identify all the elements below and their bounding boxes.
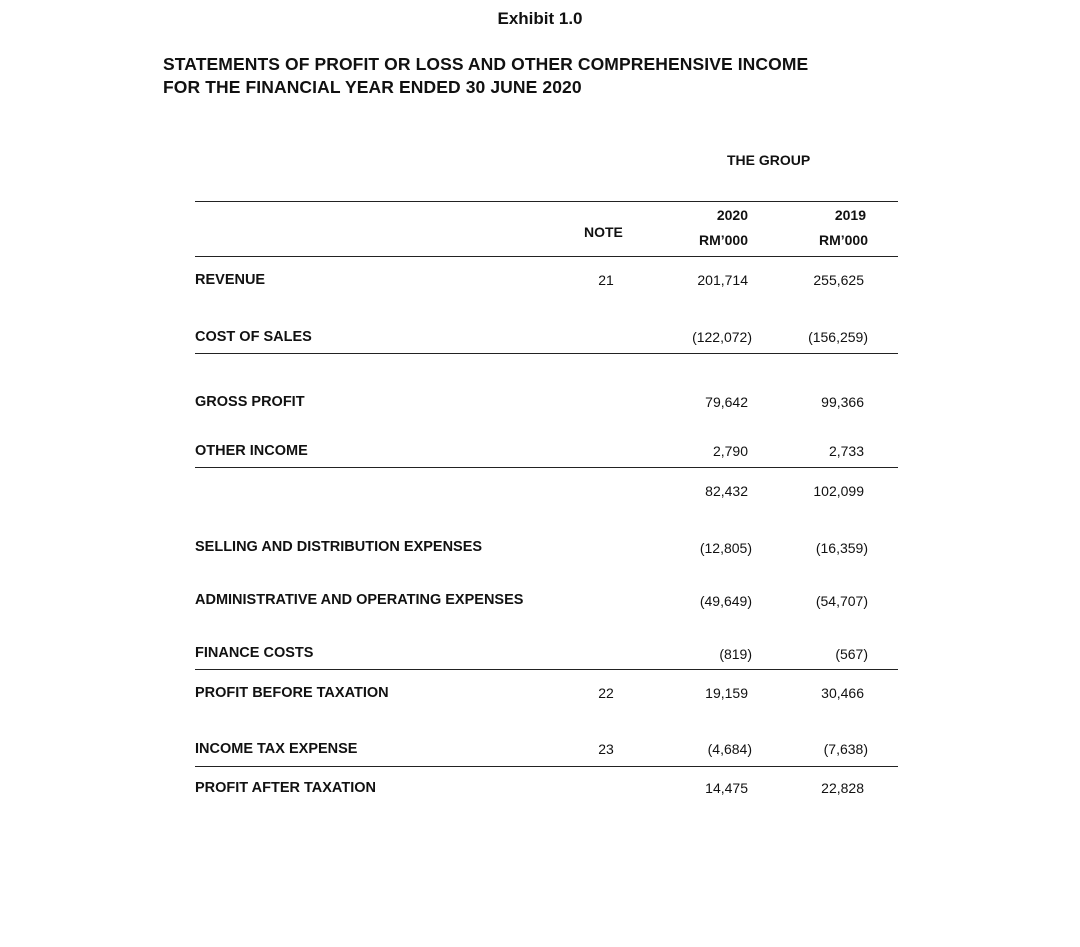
row-2019-cost-of-sales: (156,259) (808, 329, 868, 345)
row-2019-finance-costs: (567) (835, 646, 868, 662)
subtotal-rule (195, 766, 898, 767)
unit-2019-header: RM’000 (818, 232, 868, 248)
row-2019-other-income: 2,733 (828, 443, 864, 459)
row-2020-profit-after-tax: 14,475 (705, 780, 748, 796)
row-2020-cost-of-sales: (122,072) (692, 329, 752, 345)
row-note-income-tax: 23 (598, 741, 614, 757)
row-2019-gross-profit: 99,366 (821, 394, 864, 410)
row-2020-finance-costs: (819) (719, 646, 752, 662)
group-heading: THE GROUP (727, 152, 811, 168)
row-2019-income-tax: (7,638) (823, 741, 868, 757)
header-bottom-rule (195, 256, 898, 257)
row-label-profit-before-tax: PROFIT BEFORE TAXATION (195, 685, 389, 701)
row-label-profit-after-tax: PROFIT AFTER TAXATION (195, 780, 376, 796)
row-2020-income-tax: (4,684) (707, 741, 752, 757)
row-2020-profit-before-tax: 19,159 (705, 685, 748, 701)
year-2019-header: 2019 (834, 207, 866, 223)
exhibit-label: Exhibit 1.0 (497, 9, 583, 28)
row-2020-gross-profit: 79,642 (705, 394, 748, 410)
row-2020-subtotal: 82,432 (705, 483, 748, 499)
statement-title: STATEMENTS OF PROFIT OR LOSS AND OTHER COMPREHENSIVE INCOME (163, 54, 809, 74)
row-note-profit-before-tax: 22 (598, 685, 614, 701)
row-label-admin-operating: ADMINISTRATIVE AND OPERATING EXPENSES (195, 592, 524, 608)
row-2019-profit-before-tax: 30,466 (821, 685, 864, 701)
row-label-gross-profit: GROSS PROFIT (195, 394, 305, 410)
row-2019-selling-distribution: (16,359) (815, 540, 868, 556)
row-label-revenue: REVENUE (195, 272, 266, 288)
year-2020-header: 2020 (716, 207, 748, 223)
subtotal-rule (195, 353, 898, 354)
row-label-other-income: OTHER INCOME (195, 443, 308, 459)
row-note-revenue: 21 (598, 272, 614, 288)
row-2020-admin-operating: (49,649) (699, 593, 752, 609)
note-column-header: NOTE (584, 224, 623, 240)
subtotal-rule (195, 467, 898, 468)
row-2020-selling-distribution: (12,805) (699, 540, 752, 556)
subtotal-rule (195, 669, 898, 670)
row-2019-revenue: 255,625 (813, 272, 864, 288)
row-2020-other-income: 2,790 (712, 443, 748, 459)
row-label-income-tax: INCOME TAX EXPENSE (195, 741, 358, 757)
row-2020-revenue: 201,714 (697, 272, 748, 288)
row-2019-subtotal: 102,099 (813, 483, 864, 499)
unit-2020-header: RM’000 (698, 232, 748, 248)
row-label-finance-costs: FINANCE COSTS (195, 645, 314, 661)
table-top-rule (195, 201, 898, 202)
row-2019-admin-operating: (54,707) (815, 593, 868, 609)
statement-subtitle: FOR THE FINANCIAL YEAR ENDED 30 JUNE 2020 (163, 77, 582, 97)
row-label-cost-of-sales: COST OF SALES (195, 329, 312, 345)
row-2019-profit-after-tax: 22,828 (821, 780, 864, 796)
row-label-selling-distribution: SELLING AND DISTRIBUTION EXPENSES (195, 539, 483, 555)
